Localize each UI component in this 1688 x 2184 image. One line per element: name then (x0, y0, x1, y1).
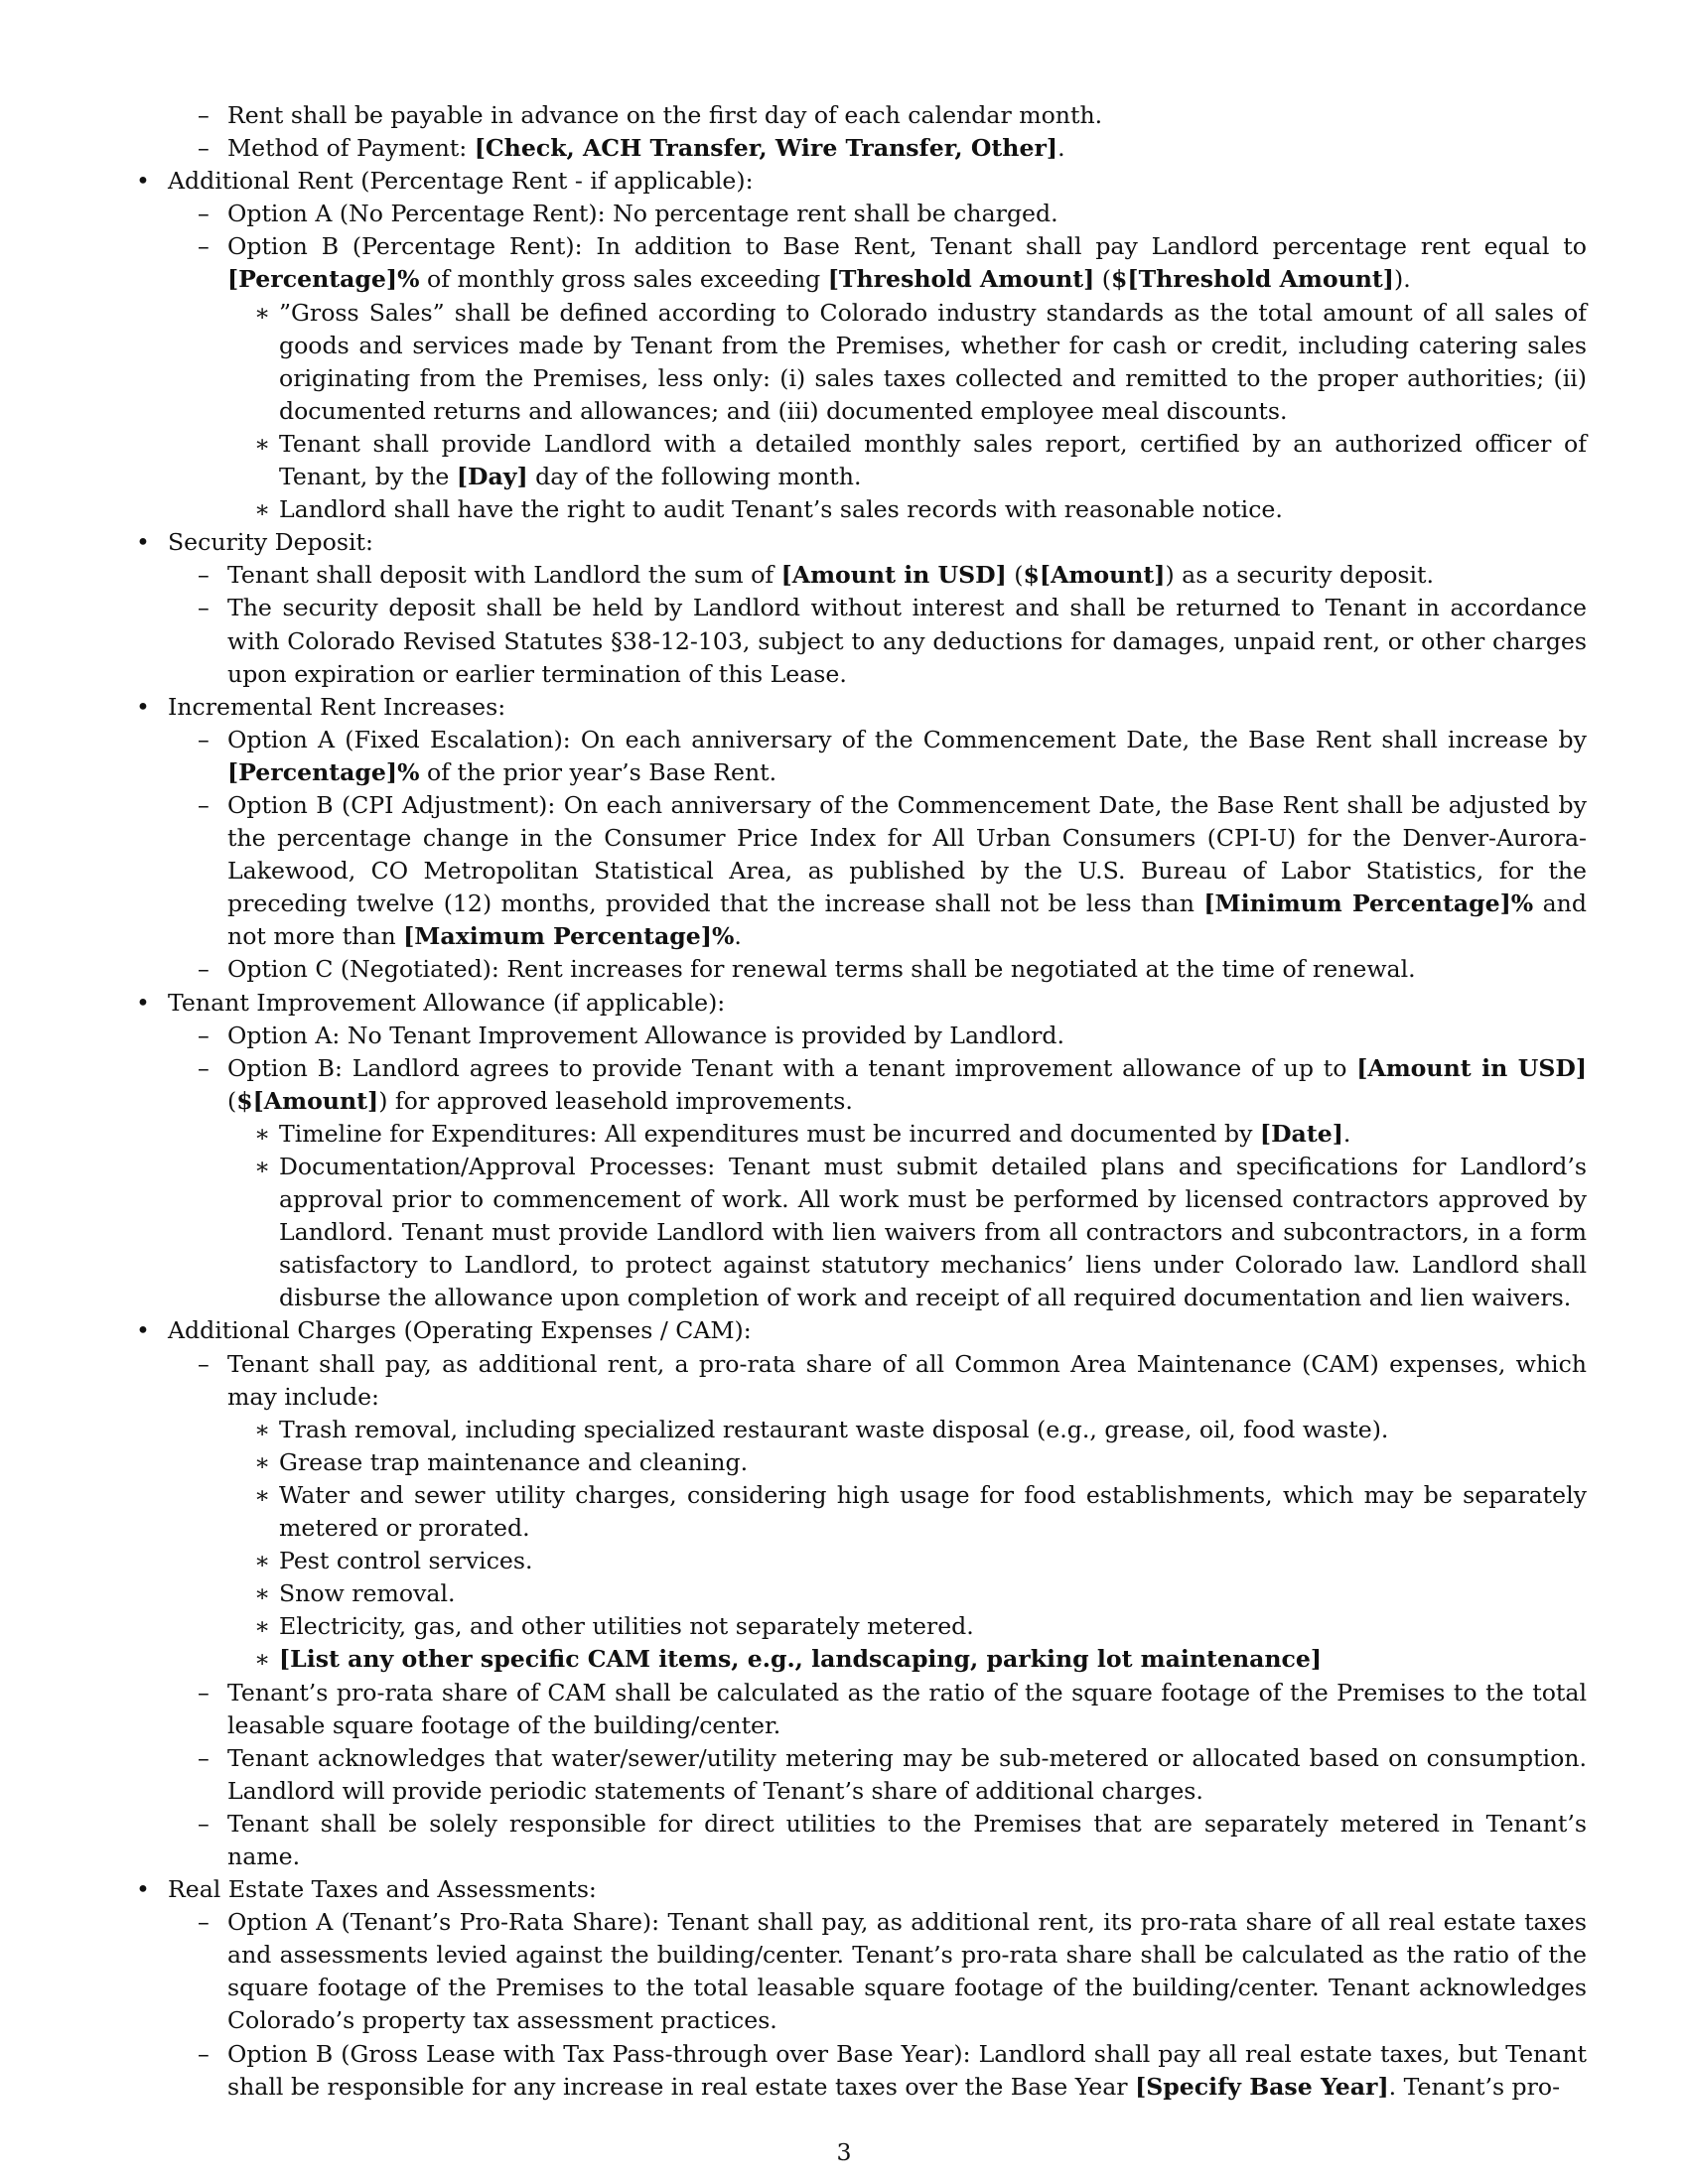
tia-option-a (168, 1020, 1587, 1052)
option-b-text: ( (1094, 265, 1112, 294)
cam-item-text: Electricity, gas, and other utilities not separately metered. (279, 1612, 974, 1641)
amount-usd-placeholder: [Amount in USD] (780, 561, 1007, 590)
taxes-option-a (168, 1906, 1587, 2037)
option-b-text: ). (1393, 265, 1411, 294)
option-b-text: . (734, 922, 742, 951)
deposit-text: ( (1006, 561, 1024, 590)
section-cam (139, 1314, 1587, 1873)
rent-advance-text: Rent shall be payable in advance on the first day of each calendar month. (227, 101, 1103, 129)
gross-sales-definition (227, 297, 1587, 428)
cam-item-text: Water and sewer utility charges, considering high usage for food establishments, which may be separately metered or prorated. (279, 1480, 1587, 1543)
tia-timeline (227, 1118, 1587, 1151)
cam-share-text: Tenant’s pro-rata share of CAM shall be calculated as the ratio of the square footage of the Premises to the total leasable square footage of the building/center. (227, 1678, 1587, 1739)
option-a-text: Option A: No Tenant Improvement Allowance is provided by Landlord. (227, 1021, 1064, 1049)
page-number: 3 (836, 2138, 852, 2166)
rent-payment-list (139, 99, 1587, 165)
audit-text: Landlord shall have the right to audit Tenant’s sales records with reasonable notice. (279, 495, 1283, 524)
tia-heading: Tenant Improvement Allowance (if applicable): (168, 988, 726, 1017)
cam-metering-text: Tenant acknowledges that water/sewer/utility metering may be sub-metered or allocated based on consumption. Landlord will provide periodic statements of Tenant’s share of additional charges. (227, 1743, 1587, 1805)
threshold-placeholder: [Threshold Amount] (827, 265, 1095, 294)
option-a-text: Option A (Tenant’s Pro-Rata Share): Tenant shall pay, as additional rent, its pro-rata share of all real estate taxes and assessments levied against the building/center. Tenant’s pro-rata share shall be calculated as the ratio of the square footage of the Premises to the total leasable square footage of the building/center. Tenant acknowledges Colorado’s property tax assessment practices. (227, 1908, 1587, 2035)
date-placeholder: [Date] (1259, 1119, 1343, 1148)
cam-item-text: Trash removal, including specialized restaurant waste disposal (e.g., grease, oil, food waste). (279, 1415, 1389, 1443)
option-b-text: ) for approved leasehold improvements. (378, 1086, 853, 1115)
incremental-option-b (168, 789, 1587, 953)
option-b-text: and not more than (227, 889, 1587, 951)
option-b-text: of monthly gross sales exceeding (419, 265, 828, 294)
option-a-text: of the prior year’s Base Rent. (419, 757, 777, 786)
option-b-text: Option B (CPI Adjustment): On each anniversary of the Commencement Date, the Base Rent shall be adjusted by the percentage change in the Consumer Price Index for All Urban Consumers (CPI-U) for the Denver-Aurora-Lakewood, CO Metropolitan Statistical Area, as published by the U.S. Bureau of Labor Statistics, for the preceding twelve (12) months, provided that the increase shall not be less than (227, 790, 1587, 918)
section-tenant-improvement (139, 987, 1587, 1315)
payment-method-end: . (1057, 134, 1065, 163)
cam-pay-text: Tenant shall pay, as additional rent, a pro-rata share of all Common Area Maintenance (CAM) expenses, which may include: (227, 1349, 1587, 1411)
cam-share-item (168, 1677, 1587, 1742)
option-b-text: Option B (Percentage Rent): In addition to Base Rent, Tenant shall pay Landlord percentage rent equal to (227, 232, 1587, 261)
timeline-text: Timeline for Expenditures: All expenditures must be incurred and documented by (279, 1119, 1260, 1148)
cam-direct-text: Tenant shall be solely responsible for direct utilities to the Premises that are separately metered in Tenant’s name. (227, 1809, 1587, 1870)
base-year-placeholder: [Specify Base Year] (1135, 2072, 1389, 2101)
cam-item (227, 1610, 1587, 1643)
payment-method-item (139, 132, 1587, 165)
deposit-held-item (168, 592, 1587, 690)
cam-item-text: Pest control services. (279, 1547, 533, 1575)
day-placeholder: [Day] (456, 463, 528, 491)
security-deposit-heading: Security Deposit: (168, 528, 373, 557)
option-a-text: Option A (No Percentage Rent): No percentage rent shall be charged. (227, 200, 1058, 228)
payment-method-options: [Check, ACH Transfer, Wire Transfer, Other] (474, 134, 1058, 163)
cam-item (227, 1414, 1587, 1446)
documentation-text: Documentation/Approval Processes: Tenant must submit detailed plans and specifications for Landlord’s approval prior to commencement of work. All work must be performed by licensed contractors approved by Landlord. Tenant must provide Landlord with lien waivers from all contractors and subcontractors, in a form satisfactory to Landlord, to protect against statutory mechanics’ liens under Colorado law. Landlord shall disburse the allowance upon completion of work and receipt of all required documentation and lien waivers. (279, 1153, 1587, 1312)
cam-other-placeholder: [List any other specific CAM items, e.g., landscaping, parking lot maintenance] (279, 1645, 1323, 1674)
option-b-text: . Tenant’s pro- (1388, 2072, 1561, 2101)
option-b-text: Option B: Landlord agrees to provide Tenant with a tenant improvement allowance of up to (227, 1053, 1357, 1082)
amount-placeholder: $[Amount] (236, 1086, 379, 1115)
option-a-text: Option A (Fixed Escalation): On each anniversary of the Commencement Date, the Base Rent shall increase by (227, 725, 1587, 753)
document-page (139, 99, 1587, 2104)
taxes-heading: Real Estate Taxes and Assessments: (168, 1875, 597, 1904)
cam-metering-item (168, 1742, 1587, 1808)
option-b-text: ( (227, 1086, 237, 1115)
percentage-placeholder: [Percentage]% (227, 757, 420, 786)
rent-advance-item (139, 99, 1587, 132)
deposit-text: ) as a security deposit. (1165, 561, 1435, 590)
option-b-text: Option B (Gross Lease with Tax Pass-through over Base Year): Landlord shall pay all real estate taxes, but Tenant shall be responsible for any increase in real estate taxes over the Base Year (227, 2039, 1587, 2101)
deposit-text: Tenant shall deposit with Landlord the sum of (227, 561, 781, 590)
min-percentage-placeholder: [Minimum Percentage]% (1203, 889, 1534, 918)
audit-item (227, 493, 1587, 526)
cam-item (227, 1479, 1587, 1545)
cam-item-text: Snow removal. (279, 1579, 456, 1608)
additional-rent-option-b (168, 230, 1587, 526)
amount-usd-placeholder: [Amount in USD] (1356, 1053, 1587, 1082)
section-incremental-rent (139, 691, 1587, 987)
incremental-option-c (168, 953, 1587, 986)
percentage-placeholder: [Percentage]% (227, 265, 420, 294)
payment-method-label: Method of Payment: (227, 134, 475, 163)
tia-documentation (227, 1151, 1587, 1314)
threshold-usd-placeholder: $[Threshold Amount] (1111, 265, 1394, 294)
cam-item (227, 1446, 1587, 1479)
incremental-option-a (168, 724, 1587, 789)
cam-direct-item (168, 1808, 1587, 1873)
incremental-heading: Incremental Rent Increases: (168, 692, 506, 721)
cam-item (227, 1545, 1587, 1577)
deposit-held-text: The security deposit shall be held by Landlord without interest and shall be returned to Tenant in accordance with Colorado Revised Statutes §38-12-103, subject to any deductions for damages, unpaid rent, or other charges upon expiration or earlier termination of this Lease. (227, 594, 1587, 688)
cam-heading: Additional Charges (Operating Expenses / CAM): (168, 1316, 752, 1345)
additional-rent-heading: Additional Rent (Percentage Rent - if applicable): (168, 167, 754, 196)
section-security-deposit (139, 526, 1587, 690)
cam-pay-item (168, 1348, 1587, 1677)
cam-item-text: Grease trap maintenance and cleaning. (279, 1447, 749, 1476)
timeline-text: . (1342, 1119, 1351, 1148)
section-additional-rent (139, 165, 1587, 526)
tia-option-b (168, 1052, 1587, 1315)
option-c-text: Option C (Negotiated): Rent increases for renewal terms shall be negotiated at the time of renewal. (227, 955, 1416, 984)
amount-placeholder: $[Amount] (1023, 561, 1166, 590)
cam-item-other (227, 1643, 1587, 1676)
cam-item (227, 1577, 1587, 1610)
taxes-option-b (168, 2038, 1587, 2104)
lease-sections (139, 165, 1587, 2104)
sales-report-item (227, 428, 1587, 493)
additional-rent-option-a (168, 198, 1587, 230)
sales-report-text: day of the following month. (527, 463, 862, 491)
gross-sales-text: ”Gross Sales” shall be defined according to Colorado industry standards as the total amount of all sales of goods and services made by Tenant from the Premises, whether for cash or credit, including catering sales originating from the Premises, less only: (i) sales taxes collected and remitted to the proper authorities; (ii) documented returns and allowances; and (iii) documented employee meal discounts. (279, 298, 1587, 425)
sales-report-text: Tenant shall provide Landlord with a detailed monthly sales report, certified by an authorized officer of Tenant, by the (279, 429, 1587, 491)
max-percentage-placeholder: [Maximum Percentage]% (403, 922, 735, 951)
section-real-estate-taxes (139, 1873, 1587, 2104)
deposit-amount-item (168, 559, 1587, 592)
